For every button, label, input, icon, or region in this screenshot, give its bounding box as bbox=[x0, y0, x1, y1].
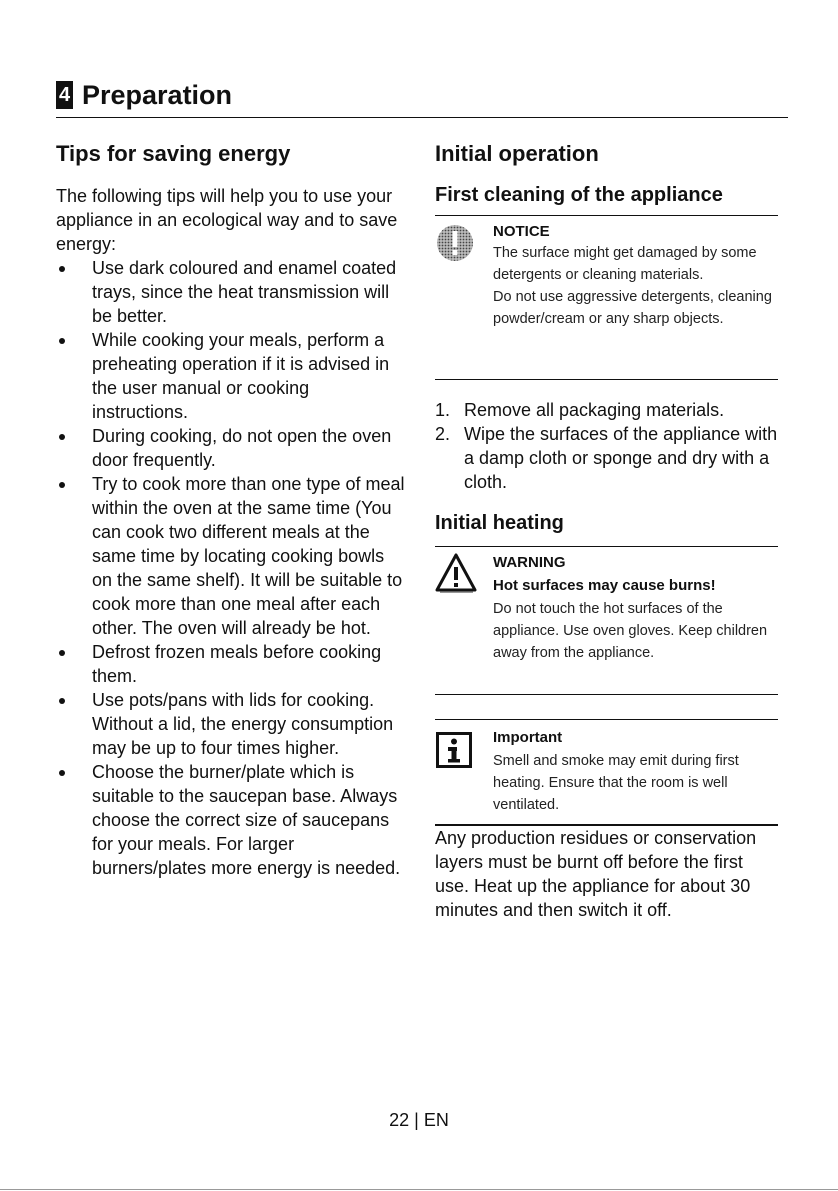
energy-tips-list bbox=[56, 256, 406, 880]
important-label: Important bbox=[493, 729, 563, 746]
first-cleaning-heading: First cleaning of the appliance bbox=[435, 184, 723, 206]
warning-triangle-icon bbox=[435, 553, 477, 598]
list-item: Defrost frozen meals before cooking them. bbox=[56, 640, 406, 688]
warning-text: Do not touch the hot surfaces of the appliance. Use oven gloves. Keep children away from the appliance. bbox=[493, 601, 768, 661]
important-text: Smell and smoke may emit during first heating. Ensure that the room is well ventilated. bbox=[493, 753, 739, 813]
list-item: Use pots/pans with lids for cooking. Without a lid, the energy consumption may be up to four times higher. bbox=[56, 688, 406, 760]
info-icon bbox=[435, 731, 473, 774]
list-item bbox=[435, 398, 778, 422]
notice-icon bbox=[435, 223, 475, 268]
cleaning-steps bbox=[435, 398, 778, 494]
chapter-number-badge: 4 bbox=[56, 81, 73, 109]
important-box bbox=[435, 719, 778, 826]
step-number: 1. bbox=[435, 400, 451, 420]
initial-operation-heading: Initial operation bbox=[435, 141, 599, 166]
notice-label: NOTICE bbox=[493, 223, 550, 240]
list-item: During cooking, do not open the oven door frequently. bbox=[56, 424, 406, 472]
notice-box bbox=[435, 215, 778, 380]
step-number: 2. bbox=[435, 424, 451, 444]
list-item: While cooking your meals, perform a preheating operation if it is advised in the user manual or cooking instructions. bbox=[56, 328, 406, 424]
list-item: Use dark coloured and enamel coated trays, since the heat transmission will be better. bbox=[56, 256, 406, 328]
warning-headline: Hot surfaces may cause burns! bbox=[493, 577, 716, 594]
warning-label: WARNING bbox=[493, 554, 566, 571]
initial-heating-paragraph: Any production residues or conservation layers must be burnt off before the first use. Heat up the appliance for about 30 minutes and then switch it off. bbox=[435, 828, 757, 920]
chapter-title: Preparation bbox=[82, 79, 233, 110]
right-column bbox=[435, 140, 778, 922]
warning-box bbox=[435, 546, 778, 695]
notice-text: The surface might get damaged by some detergents or cleaning materials. bbox=[493, 245, 757, 283]
step-text: Remove all packaging materials. bbox=[464, 400, 725, 420]
initial-heating-heading: Initial heating bbox=[435, 512, 564, 534]
notice-text: Do not use aggressive detergents, cleaning powder/cream or any sharp objects. bbox=[493, 289, 772, 327]
left-column bbox=[56, 140, 406, 880]
energy-tips-heading: Tips for saving energy bbox=[56, 141, 291, 166]
page-number: 22 | EN bbox=[389, 1110, 449, 1130]
chapter-header bbox=[56, 78, 232, 112]
list-item: Choose the burner/plate which is suitable to the saucepan base. Always choose the correct size of saucepans for your meals. For larger burners/plates more energy is needed. bbox=[56, 760, 406, 880]
list-item: Try to cook more than one type of meal within the oven at the same time (You can cook two different meals at the same time by locating cooking bowls on the same shelf). It will be suitable to cook more than one meal after each other. The oven will already be hot. bbox=[56, 472, 406, 640]
chapter-divider bbox=[56, 117, 788, 118]
list-item bbox=[435, 422, 778, 494]
step-text: Wipe the surfaces of the appliance with a damp cloth or sponge and dry with a cloth. bbox=[464, 424, 778, 492]
bottom-divider bbox=[0, 1189, 838, 1190]
energy-tips-intro: The following tips will help you to use your appliance in an ecological way and to save energy: bbox=[56, 186, 398, 254]
